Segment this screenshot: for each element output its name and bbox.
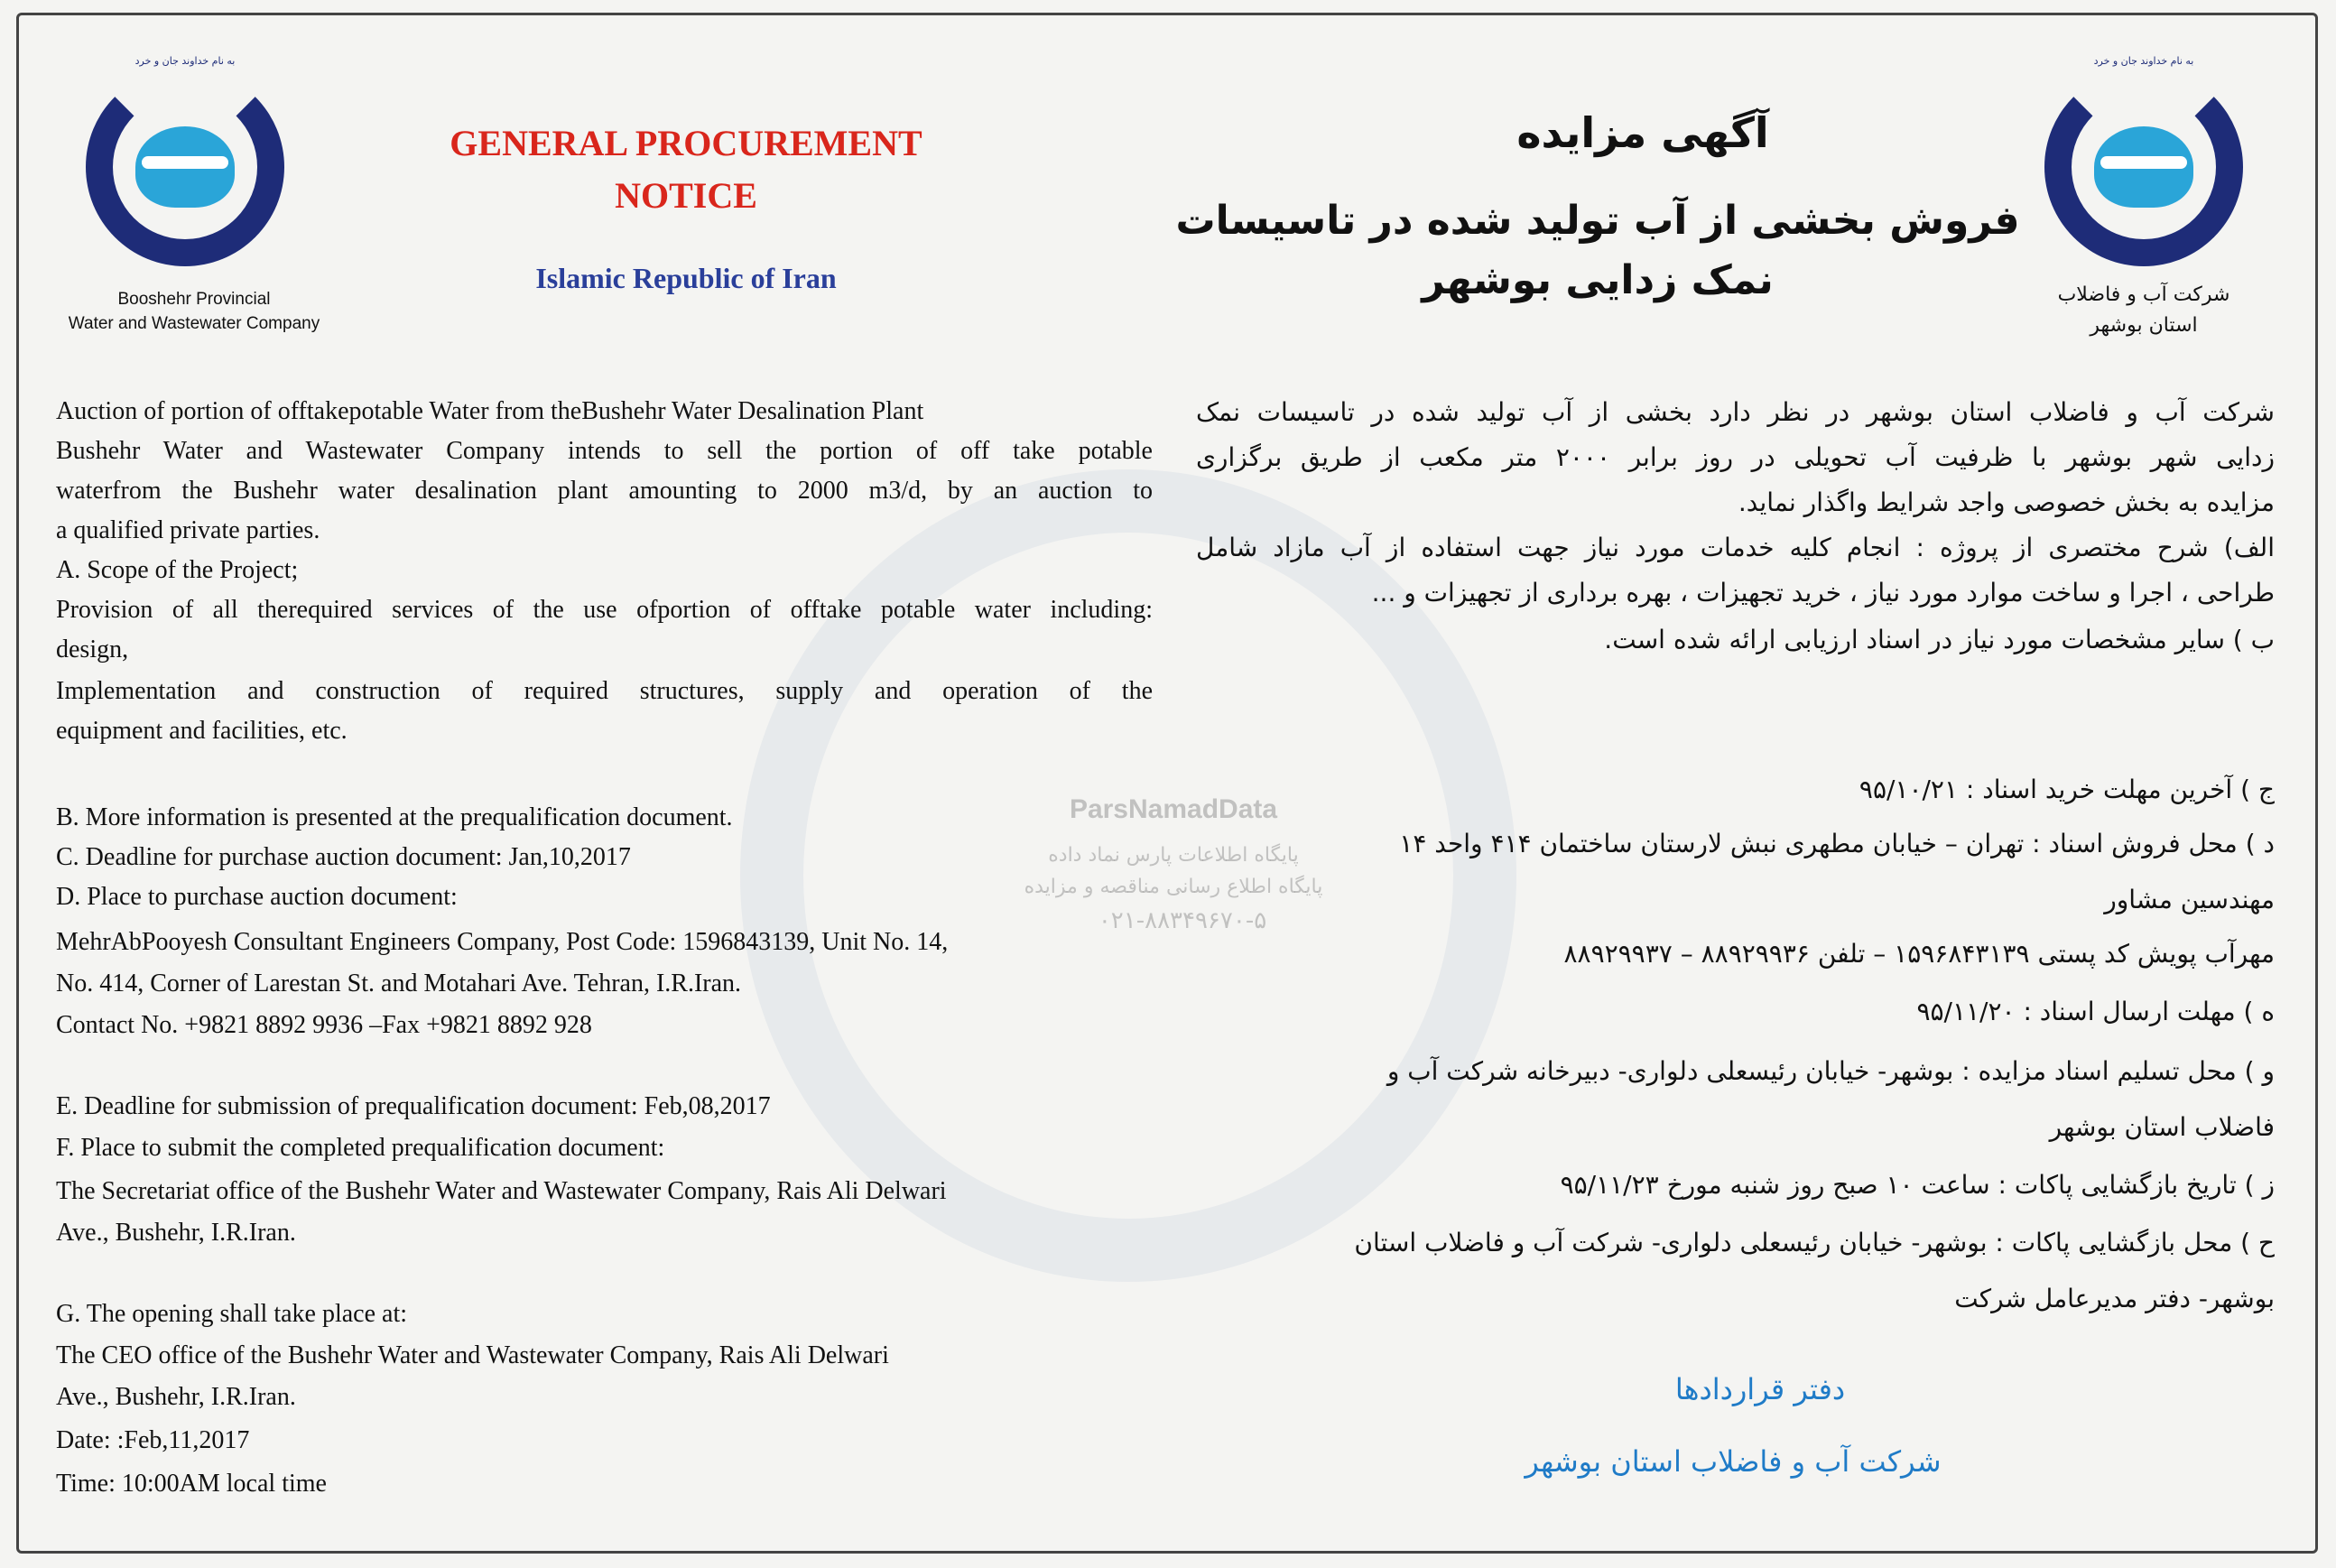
persian-line: الف) شرح مختصری از پروژه : انجام کلیه خدمات مورد نیاز جهت استفاده از آب مازاد شامل: [1196, 533, 2275, 562]
english-line: G. The opening shall take place at:: [56, 1300, 408, 1328]
persian-line: مهندسین مشاور: [2104, 885, 2275, 914]
english-line: Time: 10:00AM local time: [56, 1470, 327, 1498]
english-line: B. More information is presented at the prequalification document.: [56, 803, 733, 831]
english-line: E. Deadline for submission of prequalification document: Feb,08,2017: [56, 1092, 771, 1120]
persian-line: شرکت آب و فاضلاب استان بوشهر در نظر دارد بخشی از آب تولید شده در تاسیسات نمک: [1196, 397, 2275, 427]
persian-subtitle-line: فروش بخشی از آب تولید شده در تاسیسات: [1175, 198, 2020, 244]
persian-line: ج ) آخرین مهلت خرید اسناد : ۹۵/۱۰/۲۱: [1859, 775, 2275, 804]
persian-line: طراحی ، اجرا و ساخت موارد مورد نیاز ، خرید تجهیزات ، بهره برداری از تجهیزات و ...: [1371, 578, 2275, 608]
logo-arc-text: به نام خداوند جان و خرد: [134, 55, 236, 67]
persian-line: مهرآب پویش کد پستی ۱۵۹۶۸۴۳۱۳۹ – تلفن ۸۸۹۲۹۹۳۶ – ۸۸۹۲۹۹۳۷: [1563, 939, 2275, 969]
english-line: equipment and facilities, etc.: [56, 717, 348, 745]
english-line: No. 414, Corner of Larestan St. and Motahari Ave. Tehran, I.R.Iran.: [56, 970, 742, 997]
english-line: MehrAbPooyesh Consultant Engineers Company, Post Code: 1596843139, Unit No. 14,: [56, 928, 949, 956]
persian-line: فاضلاب استان بوشهر: [2049, 1112, 2275, 1142]
persian-subtitle: [1173, 191, 2022, 311]
persian-title: آگهی مزایده: [1516, 108, 1769, 157]
english-line: Provision of all therequired services of the use ofportion of offtake potable water including:: [56, 596, 1153, 624]
english-line: The CEO office of the Bushehr Water and Wastewater Company, Rais Ali Delwari: [56, 1341, 889, 1369]
english-line: design,: [56, 636, 129, 663]
persian-line: ه ) مهلت ارسال اسناد : ۹۵/۱۱/۲۰: [1916, 997, 2275, 1026]
persian-line: د ) محل فروش اسناد : تهران – خیابان مطهری نبش لارستان ساختمان ۴۱۴ واحد ۱۴: [1399, 829, 2275, 858]
english-line: A. Scope of the Project;: [56, 556, 299, 584]
english-line: Ave., Bushehr, I.R.Iran.: [56, 1383, 296, 1411]
english-line: C. Deadline for purchase auction document: Jan,10,2017: [56, 843, 631, 871]
english-line: Contact No. +9821 8892 9936 –Fax +9821 8892 928: [56, 1011, 592, 1039]
signature-office: دفتر قراردادها: [1674, 1372, 1846, 1406]
persian-line: ز ) تاریخ بازگشایی پاکات : ساعت ۱۰ صبح روز شنبه مورخ ۹۵/۱۱/۲۳: [1560, 1170, 2275, 1200]
english-line: Bushehr Water and Wastewater Company intends to sell the portion of off take potable: [56, 437, 1153, 465]
persian-line: و ) محل تسلیم اسناد مزایده : بوشهر- خیابان رئیسعلی دلواری- دبیرخانه شرکت آب و: [1386, 1056, 2275, 1086]
persian-subtitle-line: نمک زدایی بوشهر: [1422, 257, 1774, 303]
logo-caption-line: Water and Wastewater Company: [68, 314, 320, 333]
english-line: Implementation and construction of required structures, supply and operation of the: [56, 677, 1153, 705]
wave-icon: [2100, 156, 2187, 169]
watermark-phone: ۰۲۱-۸۸۳۴۹۶۷۰-۵: [1098, 907, 1267, 934]
logo-caption-line: شرکت آب و فاضلاب: [2057, 283, 2230, 306]
signature-company: شرکت آب و فاضلاب استان بوشهر: [1525, 1444, 1942, 1479]
logo-arc-text: به نام خداوند جان و خرد: [2093, 55, 2194, 67]
logo-caption-line: Booshehr Provincial: [117, 290, 271, 309]
english-line: a qualified private parties.: [56, 516, 320, 544]
persian-line: بوشهر- دفتر مدیرعامل شرکت: [1954, 1284, 2275, 1313]
logo-caption-en: [54, 287, 334, 336]
persian-line: ح ) محل بازگشایی پاکات : بوشهر- خیابان رئیسعلی دلواری- شرکت آب و فاضلاب استان: [1354, 1228, 2275, 1257]
wave-icon: [142, 156, 228, 169]
watermark-name: ParsNamadData: [1069, 794, 1278, 824]
company-logo-right: [2026, 50, 2261, 284]
persian-line: ب ) سایر مشخصات مورد نیاز در اسناد ارزیابی ارائه شده است.: [1604, 625, 2275, 654]
english-line: F. Place to submit the completed prequalification document:: [56, 1134, 665, 1162]
english-title: [397, 117, 975, 222]
logo-caption-fa: [1995, 280, 2293, 341]
english-line: Date: :Feb,11,2017: [56, 1426, 250, 1454]
english-line: Ave., Bushehr, I.R.Iran.: [56, 1219, 296, 1247]
persian-line: زدایی شهر بوشهر با ظرفیت آب تحویلی در روز برابر ۲۰۰۰ متر مکعب از طریق برگزاری: [1196, 442, 2275, 472]
persian-line: مزایده به بخش خصوصی واجد شرایط واگذار نماید.: [1738, 487, 2275, 517]
english-country: Islamic Republic of Iran: [535, 262, 837, 294]
logo-caption-line: استان بوشهر: [2090, 314, 2198, 337]
watermark-line-1: پایگاه اطلاعات پارس نماد داده: [1048, 844, 1299, 867]
english-line: waterfrom the Bushehr water desalination plant amounting to 2000 m3/d, by an auction to: [56, 477, 1153, 505]
english-line: D. Place to purchase auction document:: [56, 883, 458, 911]
english-line: Auction of portion of offtakepotable Water from theBushehr Water Desalination Plant: [56, 397, 924, 425]
english-title-line: NOTICE: [615, 175, 757, 216]
company-logo-left: [68, 50, 302, 284]
watermark-line-2: پایگاه اطلاع رسانی مناقصه و مزایده: [1024, 876, 1323, 898]
english-line: The Secretariat office of the Bushehr Water and Wastewater Company, Rais Ali Delwari: [56, 1177, 947, 1205]
english-title-line: GENERAL PROCUREMENT: [450, 123, 922, 163]
